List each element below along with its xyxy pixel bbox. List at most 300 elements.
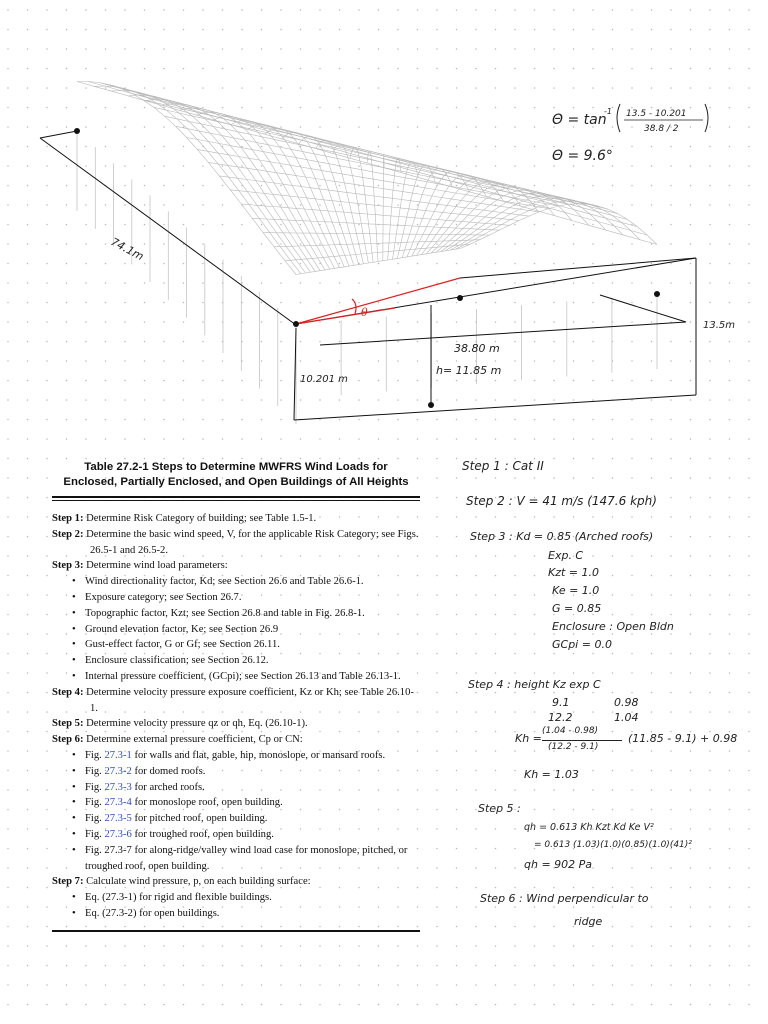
grid-dot [729,828,731,830]
grid-dot [475,750,477,752]
grid-dot [280,965,282,967]
corner-marker [654,291,660,297]
step-bullet[interactable] [52,811,420,827]
grid-dot [748,809,750,811]
grid-dot [27,477,29,479]
grid-dot [631,516,633,518]
grid-dot [729,945,731,947]
grid-dot [592,711,594,713]
grid-dot [534,594,536,596]
grid-dot [748,867,750,869]
grid-dot [495,945,497,947]
grid-dot [7,555,9,557]
grid-dot [631,945,633,947]
bullet-icon: • [72,844,76,856]
grid-dot [690,477,692,479]
grid-dot [495,555,497,557]
step-1 [52,511,420,527]
grid-dot [222,984,224,986]
bullet-icon: • [72,576,76,588]
step-label: Step 1: [52,513,84,524]
grid-dot [612,867,614,869]
grid-dot [144,965,146,967]
grid-dot [27,614,29,616]
figure-link[interactable]: 27.3-3 [104,781,132,793]
grid-dot [534,926,536,928]
grid-dot [495,672,497,674]
bullet-text: for pitched roof, open building. [131,813,268,825]
step-bullet[interactable] [52,764,420,780]
grid-dot [456,828,458,830]
grid-dot [66,965,68,967]
grid-dot [748,516,750,518]
grid-dot [670,828,672,830]
grid-dot [456,789,458,791]
grid-dot [670,711,672,713]
grid-dot [651,1004,653,1006]
grid-dot [475,575,477,577]
grid-dot [729,789,731,791]
bullet-text: for arched roofs. [131,781,205,793]
grid-dot [46,945,48,947]
bullet-icon: • [72,591,76,603]
bullet-prefix: Fig. [85,828,105,840]
grid-dot [27,633,29,635]
grid-dot [748,575,750,577]
grid-dot [495,594,497,596]
grid-dot [495,867,497,869]
grid-dot [85,1004,87,1006]
step-bullet[interactable] [52,795,420,811]
grid-dot [631,653,633,655]
grid-dot [534,887,536,889]
grid-dot [748,731,750,733]
grid-dot [105,945,107,947]
grid-dot [573,633,575,635]
grid-dot [495,750,497,752]
grid-dot [670,575,672,577]
grid-dot [261,945,263,947]
grid-dot [748,887,750,889]
grid-dot [729,692,731,694]
grid-dot [690,633,692,635]
note-step3-line: Ke = 1.0 [552,584,600,597]
grid-dot [534,555,536,557]
grid-dot [709,828,711,830]
grid-dot [241,945,243,947]
grid-dot [748,770,750,772]
grid-dot [436,653,438,655]
grid-dot [222,965,224,967]
grid-dot [514,711,516,713]
grid-dot [612,458,614,460]
grid-dot [709,1004,711,1006]
grid-dot [456,770,458,772]
grid-dot [631,965,633,967]
grid-dot [475,770,477,772]
grid-dot [495,711,497,713]
grid-dot [651,555,653,557]
grid-dot [378,965,380,967]
grid-dot [300,984,302,986]
grid-dot [475,984,477,986]
grid-dot [27,945,29,947]
step-3 [52,558,420,574]
grid-dot [748,594,750,596]
grid-dot [46,789,48,791]
grid-dot [690,594,692,596]
grid-dot [436,594,438,596]
grid-dot [495,926,497,928]
step-bullet[interactable] [52,827,420,843]
grid-dot [534,1004,536,1006]
grid-dot [475,516,477,518]
bullet-icon: • [72,639,76,651]
grid-dot [534,789,536,791]
grid-dot [651,672,653,674]
grid-dot [748,653,750,655]
grid-dot [592,809,594,811]
table-title-line2: Enclosed, Partially Enclosed, and Open Buildings of All Heights [63,476,409,488]
grid-dot [631,692,633,694]
grid-dot [651,575,653,577]
grid-dot [690,692,692,694]
grid-dot [690,711,692,713]
grid-dot [709,633,711,635]
grid-dot [456,575,458,577]
grid-dot [46,536,48,538]
grid-dot [7,575,9,577]
grid-dot [46,477,48,479]
grid-dot [651,887,653,889]
grid-dot [690,906,692,908]
grid-dot [456,497,458,499]
grid-dot [631,984,633,986]
grid-dot [514,516,516,518]
grid-dot [124,965,126,967]
grid-dot [46,887,48,889]
grid-dot [495,516,497,518]
grid-dot [651,867,653,869]
grid-dot [592,789,594,791]
span-dim-line [320,322,686,345]
grid-dot [7,633,9,635]
step-label: Step 7: [52,876,84,888]
grid-dot [46,809,48,811]
grid-dot [534,477,536,479]
grid-dot [495,887,497,889]
grid-dot [709,614,711,616]
grid-dot [729,770,731,772]
grid-dot [651,692,653,694]
grid-dot [670,516,672,518]
grid-dot [631,789,633,791]
grid-dot [592,477,594,479]
grid-dot [573,672,575,674]
grid-dot [573,692,575,694]
note-step3-line: Enclosure : Open Bldn [552,620,674,633]
paren-right [705,104,708,132]
grid-dot [553,633,555,635]
grid-dot [631,750,633,752]
grid-dot [46,828,48,830]
step-2 [52,527,420,559]
grid-dot [339,945,341,947]
grid-dot [27,984,29,986]
figure-link[interactable]: 27.3-2 [104,765,132,777]
grid-dot [514,555,516,557]
bullet-text: Eq. (27.3-1) for rigid and flexible buildings. [85,892,272,904]
grid-dot [651,906,653,908]
grid-dot [202,945,204,947]
grid-dot [105,965,107,967]
grid-dot [612,594,614,596]
grid-dot [553,672,555,674]
grid-dot [534,672,536,674]
grid-dot [729,750,731,752]
grid-dot [27,711,29,713]
step-bullet [52,622,420,638]
bullet-text: Fig. 27.3-7 for along-ridge/valley wind load case for monoslope, pitched, or troughed roof, open building. [85,844,408,872]
grid-dot [651,789,653,791]
grid-dot [183,984,185,986]
note-step5-line: qh = 902 Pa [524,858,593,871]
grid-dot [553,906,555,908]
grid-dot [417,1004,419,1006]
grid-dot [183,945,185,947]
building-columns [77,131,657,424]
grid-dot [417,984,419,986]
grid-dot [573,789,575,791]
note-step2: Step 2 : V = 41 m/s (147.6 kph) [466,494,657,508]
step-label: Step 3: [52,560,84,572]
note-step4-row0-k: 0.98 [614,696,639,709]
grid-dot [46,906,48,908]
note-kh-fraction-bar [542,740,622,741]
grid-dot [729,633,731,635]
truss-purlin [285,244,470,260]
grid-dot [514,770,516,772]
grid-dot [573,945,575,947]
back-eave-line [460,258,696,278]
grid-dot [358,965,360,967]
grid-dot [163,965,165,967]
grid-dot [690,789,692,791]
grid-dot [456,477,458,479]
grid-dot [612,672,614,674]
grid-dot [66,945,68,947]
grid-dot [456,848,458,850]
grid-dot [748,828,750,830]
figure-link[interactable]: 27.3-6 [104,828,132,840]
grid-dot [27,926,29,928]
grid-dot [27,692,29,694]
note-kh-result: Kh = 1.03 [524,768,579,781]
grid-dot [709,750,711,752]
grid-dot [592,867,594,869]
grid-dot [592,458,594,460]
grid-dot [27,594,29,596]
grid-dot [670,458,672,460]
bullet-text: for troughed roof, open building. [131,828,274,840]
grid-dot [456,711,458,713]
grid-dot [7,672,9,674]
grid-dot [475,906,477,908]
bullet-icon: • [72,907,76,919]
grid-dot [456,1004,458,1006]
grid-dot [592,906,594,908]
grid-dot [709,692,711,694]
grid-dot [670,750,672,752]
grid-dot [709,926,711,928]
step-label: Step 6: [52,734,84,746]
figure-link[interactable]: 27.3-5 [104,813,132,825]
step-bullet[interactable] [52,780,420,796]
grid-dot [27,731,29,733]
grid-dot [7,594,9,596]
note-step4-row1-k: 1.04 [614,711,639,724]
step-text: Determine Risk Category of building; see Table 1.5-1. [83,513,317,524]
grid-dot [46,731,48,733]
step-bullet [52,890,420,906]
grid-dot [495,1004,497,1006]
grid-dot [592,633,594,635]
paren-left [617,104,620,132]
grid-dot [573,906,575,908]
truss-arch [412,175,487,256]
note-step3-line: Kzt = 1.0 [548,566,600,579]
grid-dot [748,497,750,499]
grid-dot [241,965,243,967]
truss-arch [248,124,345,267]
truss-arch [108,91,306,274]
grid-dot [475,926,477,928]
figure-link[interactable]: 27.3-1 [104,749,132,761]
grid-dot [163,984,165,986]
equation-sup: -1 [604,107,612,116]
grid-dot [514,692,516,694]
grid-dot [690,458,692,460]
grid-dot [280,945,282,947]
grid-dot [339,984,341,986]
grid-dot [690,945,692,947]
grid-dot [670,653,672,655]
grid-dot [553,692,555,694]
grid-dot [436,458,438,460]
grid-dot [46,1004,48,1006]
theta-arc [352,299,356,314]
grid-dot [729,887,731,889]
grid-dot [748,965,750,967]
figure-link[interactable]: 27.3-4 [104,797,132,809]
grid-dot [709,809,711,811]
bullet-icon: • [72,623,76,635]
grid-dot [631,458,633,460]
note-step5-line: qh = 0.613 Kh Kzt Kd Ke V² [524,822,654,833]
grid-dot [456,458,458,460]
grid-dot [670,672,672,674]
grid-dot [7,945,9,947]
grid-dot [183,1004,185,1006]
bullet-icon: • [72,813,76,825]
note-step3-line: Step 3 : Kd = 0.85 (Arched roofs) [470,530,654,543]
grid-dot [46,692,48,694]
grid-dot [300,965,302,967]
grid-dot [456,887,458,889]
grid-dot [436,906,438,908]
grid-dot [436,750,438,752]
grid-dot [46,848,48,850]
grid-dot [631,477,633,479]
grid-dot [7,848,9,850]
note-kh-denominator: (12.2 - 9.1) [548,742,599,752]
grid-dot [729,848,731,850]
grid-dot [495,633,497,635]
grid-dot [514,789,516,791]
grid-dot [553,458,555,460]
truss-purlin [241,204,509,225]
step-bullet[interactable] [52,748,420,764]
grid-dot [514,594,516,596]
grid-dot [553,809,555,811]
grid-dot [573,809,575,811]
note-step3-line: GCpi = 0.0 [552,638,612,651]
grid-dot [690,672,692,674]
step-bullet [52,843,420,875]
grid-dot [514,477,516,479]
grid-dot [261,1004,263,1006]
grid-dot [670,536,672,538]
grid-dot [475,867,477,869]
grid-dot [46,711,48,713]
grid-dot [748,672,750,674]
grid-dot [46,965,48,967]
grid-dot [534,516,536,518]
grid-dot [456,809,458,811]
grid-dot [27,965,29,967]
grid-dot [651,594,653,596]
grid-dot [27,497,29,499]
grid-dot [475,1004,477,1006]
grid-dot [573,477,575,479]
grid-dot [378,984,380,986]
grid-dot [514,750,516,752]
grid-dot [651,633,653,635]
grid-dot [46,516,48,518]
grid-dot [748,536,750,538]
grid-dot [690,867,692,869]
grid-dot [690,653,692,655]
grid-dot [475,711,477,713]
grid-dot [612,1004,614,1006]
grid-dot [475,945,477,947]
grid-dot [436,828,438,830]
grid-dot [748,633,750,635]
grid-dot [436,555,438,557]
grid-dot [46,653,48,655]
grid-dot [358,945,360,947]
grid-dot [534,809,536,811]
grid-dot [514,887,516,889]
note-step3-line: Exp. C [548,549,584,562]
grid-dot [709,770,711,772]
truss-purlin [230,190,519,221]
grid-dot [495,575,497,577]
grid-dot [27,672,29,674]
step-bullet [52,637,420,653]
grid-dot [651,458,653,460]
grid-dot [670,497,672,499]
